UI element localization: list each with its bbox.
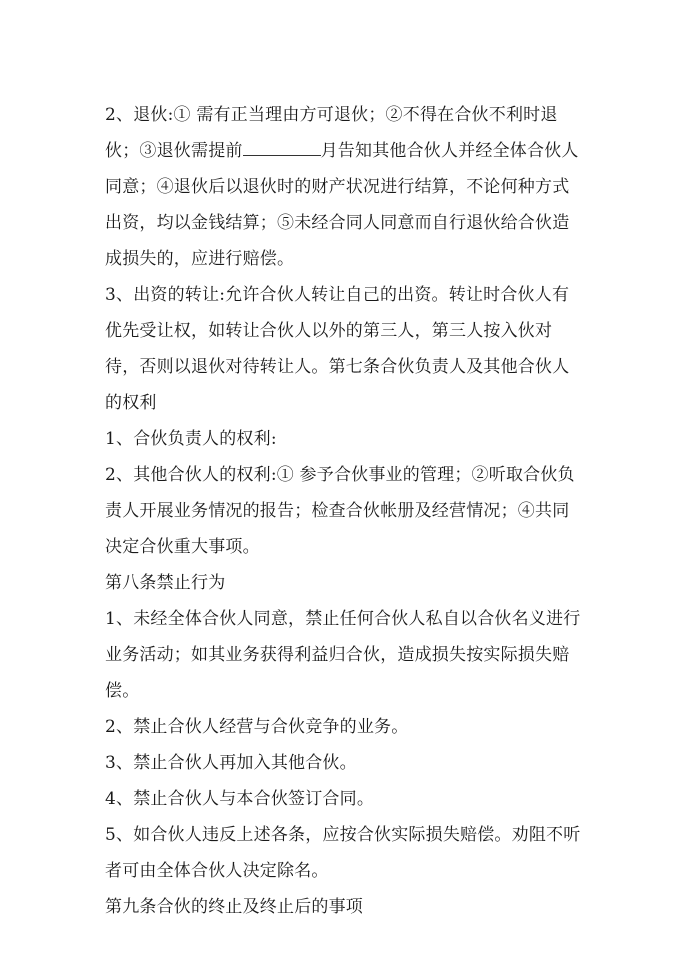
- heading-article-9: 第九条合伙的终止及终止后的事项: [105, 897, 363, 917]
- paragraph-prohibition-3: 3、禁止合伙人再加入其他合伙。: [105, 753, 357, 773]
- document-page: [105, 97, 585, 925]
- paragraph-leader-rights: 1、合伙负责人的权利:: [105, 429, 277, 449]
- fill-in-blank-months: [243, 137, 321, 156]
- paragraph-prohibition-4: 4、禁止合伙人与本合伙签订合同。: [105, 789, 375, 809]
- paragraph-other-partner-rights: 2、其他合伙人的权利:① 参予合伙事业的管理；②听取合伙负责人开展业务情况的报告；检查合伙帐册及经营情况；④共同决定合伙重大事项。: [105, 465, 575, 557]
- paragraph-prohibition-2: 2、禁止合伙人经营与合伙竞争的业务。: [105, 717, 409, 737]
- paragraph-capital-transfer: 3、出资的转让:允许合伙人转让自己的出资。转让时合伙人有优先受让权，如转让合伙人以外的第三人，第三人按入伙对待，否则以退伙对待转让人。第七条合伙负责人及其他合伙人的权利: [105, 285, 570, 413]
- heading-article-8: 第八条禁止行为: [105, 573, 226, 593]
- withdrawal-text-after-blank: 月告知其他合伙人并经全体合伙人同意；④退伙后以退伙时的财产状况进行结算，不论何种方式出资，均以金钱结算；⑤未经合同人同意而自行退伙给合伙造成损失的，应进行赔偿。: [105, 141, 579, 269]
- withdrawal-text-before-blank: 2、退伙:① 需有正当理由方可退伙；②不得在合伙不利时退伙；③退伙需提前: [105, 105, 558, 161]
- paragraph-withdrawal: [105, 97, 585, 277]
- paragraph-prohibition-5: 5、如合伙人违反上述各条，应按合伙实际损失赔偿。劝阻不听者可由全体合伙人决定除名。: [105, 825, 581, 881]
- paragraph-prohibition-1: 1、未经全体合伙人同意，禁止任何合伙人私自以合伙名义进行业务活动；如其业务获得利益归合伙，造成损失按实际损失赔偿。: [105, 609, 581, 701]
